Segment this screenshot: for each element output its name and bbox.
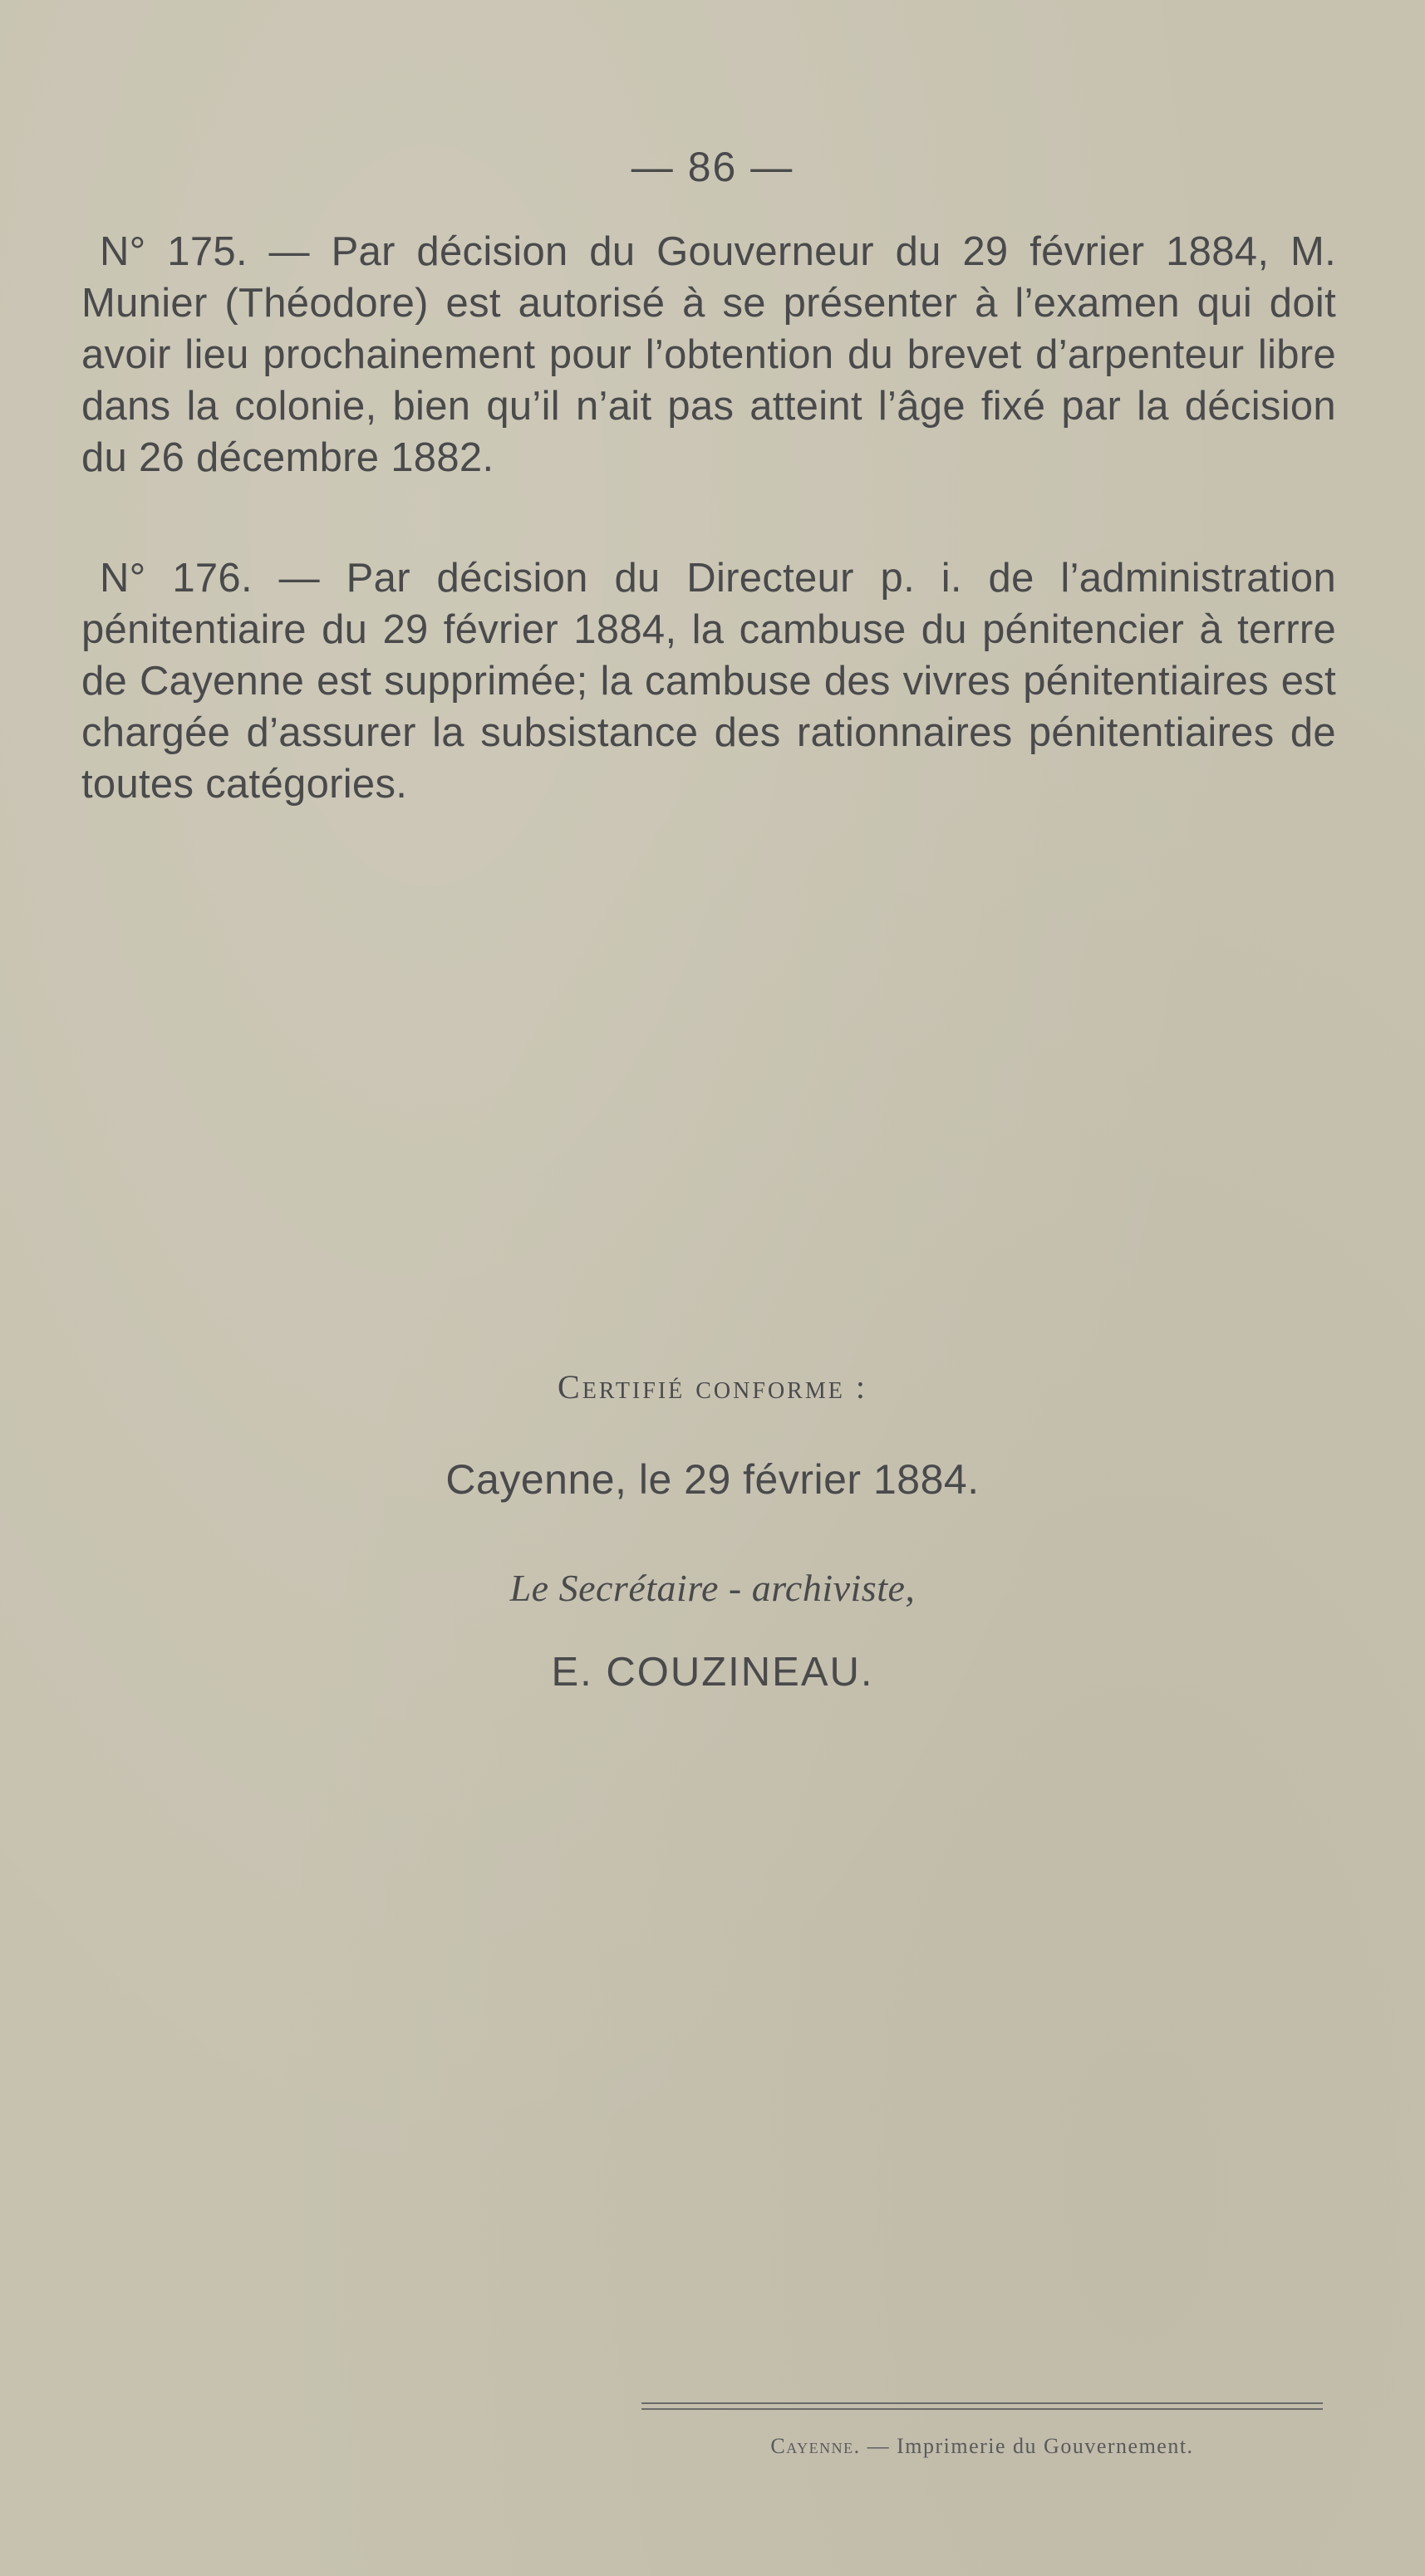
page-number: — 86 — [631, 144, 794, 190]
imprint-separator: — [867, 2434, 891, 2458]
certification-place-date: Cayenne, le 29 février 1884. [445, 1456, 980, 1503]
decision-176-paragraph [81, 552, 1336, 810]
certification-heading: Certifié conforme : [558, 1368, 867, 1406]
footer-rule [641, 2408, 1323, 2410]
imprint-printer: Imprimerie du Gouvernement. [897, 2434, 1194, 2458]
imprint-city: Cayenne. [770, 2434, 861, 2458]
decision-175-paragraph [81, 226, 1336, 483]
decision-176-text: N° 176. — Par décision du Directeur p. i. de l’administration pénitentiaire du 29 février 1884, la cambuse du pénitencier à terrre de Cayenne est supprimée; la cambuse des vivres pénitentiaires est chargée d’assurer la subsistance des rationnaires pénitentiaires de toutes catégories. [81, 556, 1336, 807]
decision-175-text: N° 175. — Par décision du Gouverneur du 29 février 1884, M. Munier (Théodore) est autorisé à se présenter à l’examen qui doit avoir lieu prochainement pour l’obtention du brevet d’arpenteur libre dans la colonie, bien qu’il n’ait pas atteint l’âge fixé par la décision du 26 décembre 1882. [81, 229, 1336, 480]
signatory-name: E. COUZINEAU. [551, 1650, 874, 1695]
footer-rule [641, 2402, 1323, 2404]
signatory-role: Le Secrétaire - archiviste, [509, 1567, 916, 1609]
printer-imprint [641, 2434, 1323, 2459]
